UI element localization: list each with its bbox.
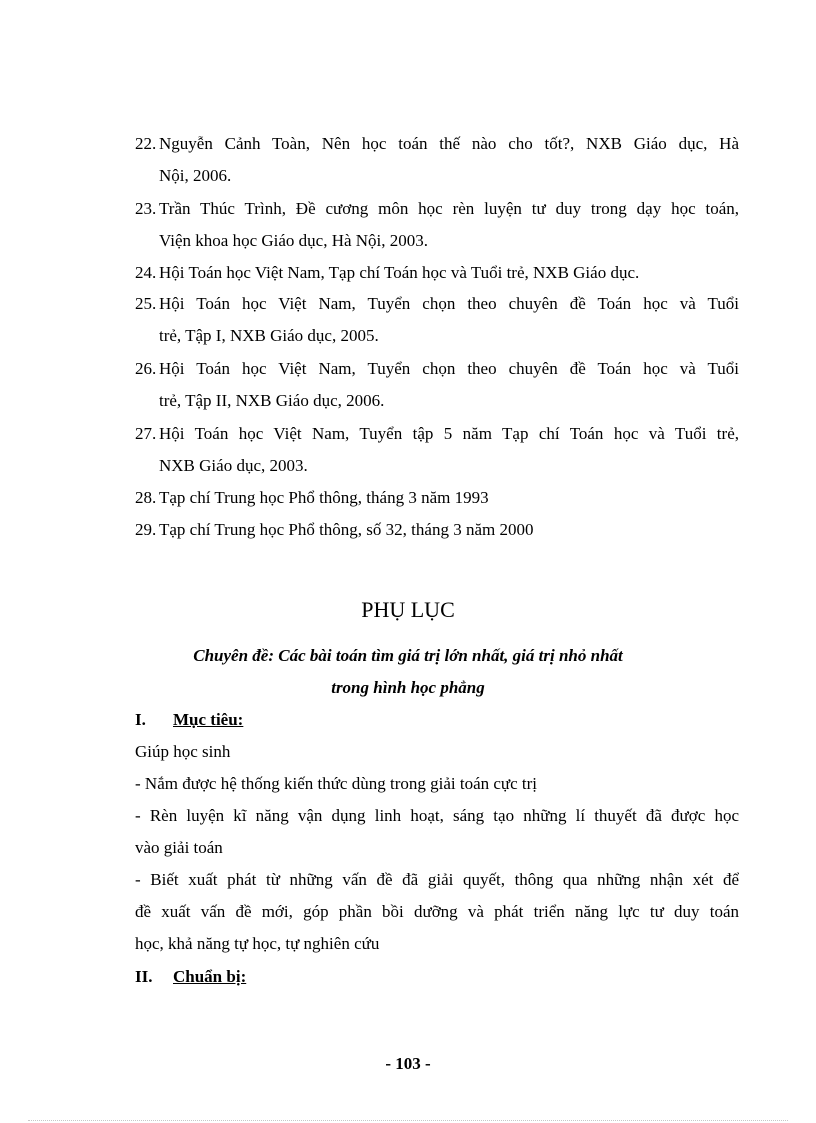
appendix-subtitle-continued: trong hình học phẳng bbox=[331, 678, 485, 697]
reference-text: Hội Toán học Việt Nam, Tuyển tập 5 năm Tạp chí Toán học và Tuổi trẻ, bbox=[159, 424, 739, 443]
reference-text: Hội Toán học Việt Nam, Tạp chí Toán học và Tuổi trẻ, NXB Giáo dục. bbox=[159, 263, 640, 282]
reference-text-continued: Nội, 2006. bbox=[159, 166, 232, 185]
section-heading bbox=[135, 710, 243, 730]
appendix-title: PHỤ LỤC bbox=[361, 597, 455, 622]
section-number: II. bbox=[135, 967, 153, 986]
section-title: Chuẩn bị: bbox=[173, 967, 247, 986]
reference-text-continued: trẻ, Tập I, NXB Giáo dục, 2005. bbox=[159, 326, 379, 345]
reference-text: Hội Toán học Việt Nam, Tuyển chọn theo chuyên đề Toán học và Tuổi bbox=[159, 359, 739, 378]
reference-item bbox=[135, 193, 739, 257]
reference-item bbox=[135, 482, 739, 514]
section-title: Mục tiêu: bbox=[173, 710, 244, 729]
bullet-text: - Biết xuất phát từ những vấn đề đã giải quyết, thông qua những nhận xét để bbox=[135, 870, 739, 889]
reference-text: Hội Toán học Việt Nam, Tuyển chọn theo chuyên đề Toán học và Tuổi bbox=[159, 294, 739, 313]
reference-item bbox=[135, 353, 739, 417]
bullet-text-continued: vào giải toán bbox=[135, 838, 223, 857]
reference-item bbox=[135, 128, 739, 192]
bullet-text: - Rèn luyện kĩ năng vận dụng linh hoạt, sáng tạo những lí thuyết đã được học bbox=[135, 806, 739, 825]
paragraph-text: Giúp học sinh bbox=[135, 742, 231, 761]
reference-item bbox=[135, 257, 739, 289]
reference-number: 22. bbox=[135, 134, 157, 153]
reference-number: 26. bbox=[135, 359, 157, 378]
reference-text: Tạp chí Trung học Phổ thông, tháng 3 năm 1993 bbox=[159, 488, 489, 507]
bullet-text: - Nắm được hệ thống kiến thức dùng trong giải toán cực trị bbox=[135, 774, 538, 793]
reference-text-continued: trẻ, Tập II, NXB Giáo dục, 2006. bbox=[159, 391, 385, 410]
reference-text: Trần Thúc Trình, Đề cương môn học rèn luyện tư duy trong dạy học toán, bbox=[159, 199, 739, 218]
section-heading bbox=[135, 967, 246, 987]
reference-number: 27. bbox=[135, 424, 157, 443]
page-divider bbox=[28, 1120, 788, 1121]
section-number: I. bbox=[135, 710, 146, 729]
section-body bbox=[135, 736, 739, 960]
reference-text: Nguyễn Cảnh Toàn, Nên học toán thế nào cho tốt?, NXB Giáo dục, Hà bbox=[159, 134, 739, 153]
reference-text-continued: NXB Giáo dục, 2003. bbox=[159, 456, 308, 475]
reference-text: Tạp chí Trung học Phổ thông, số 32, tháng 3 năm 2000 bbox=[159, 520, 534, 539]
bullet-text-continued: đề xuất vấn đề mới, góp phần bồi dưỡng và phát triển năng lực tư duy toán bbox=[135, 902, 739, 921]
reference-number: 24. bbox=[135, 263, 157, 282]
reference-item bbox=[135, 514, 739, 546]
bullet-text-continued: học, khả năng tự học, tự nghiên cứu bbox=[135, 934, 380, 953]
reference-item bbox=[135, 288, 739, 352]
reference-number: 25. bbox=[135, 294, 157, 313]
reference-number: 29. bbox=[135, 520, 157, 539]
reference-number: 28. bbox=[135, 488, 157, 507]
page-number: - 103 - bbox=[385, 1054, 431, 1073]
reference-text-continued: Viện khoa học Giáo dục, Hà Nội, 2003. bbox=[159, 231, 429, 250]
appendix-subtitle: Chuyên đề: Các bài toán tìm giá trị lớn nhất, giá trị nhỏ nhất bbox=[193, 646, 623, 665]
reference-item bbox=[135, 418, 739, 482]
reference-number: 23. bbox=[135, 199, 157, 218]
